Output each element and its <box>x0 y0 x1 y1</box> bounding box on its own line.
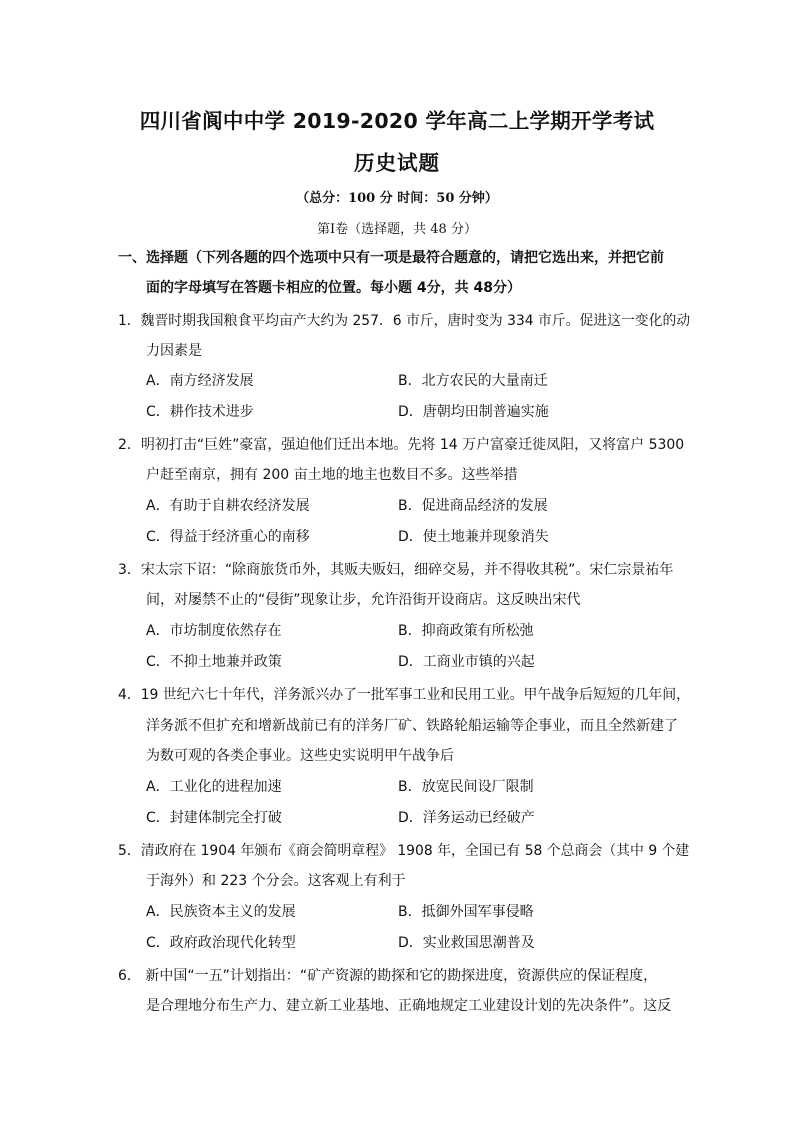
question-text: 户赶至南京，拥有 200 亩土地的地主也数目不多。这些举措 <box>146 467 518 483</box>
option-d: D．洋务运动已经破产 <box>398 810 535 826</box>
option-d: D．唐朝均田制普遍实施 <box>398 404 549 420</box>
volume-heading: 第Ⅰ卷（选择题，共 48 分） <box>317 222 477 237</box>
option-b: B．放宽民间设厂限制 <box>398 779 534 795</box>
option-c: C．不抑土地兼并政策 <box>146 654 282 670</box>
subject-title: 历史试题 <box>354 151 440 175</box>
question-text: 3．宋太宗下诏：“除商旅货币外，其贩夫贩妇，细碎交易，并不得收其税”。宋仁宗景祐年 <box>118 562 674 578</box>
question-text: 1．魏晋时期我国粮食平均亩产大约为 257．6 市斤，唐时变为 334 市斤。促进这一变化的动 <box>118 313 691 329</box>
option-d: D．实业救国思潮普及 <box>398 935 535 951</box>
option-a: A．工业化的进程加速 <box>146 779 282 795</box>
question-text: 于海外）和 223 个分会。这客观上有利于 <box>146 873 406 889</box>
option-a: A．市坊制度依然存在 <box>146 623 282 639</box>
question-text: 为数可观的各类企事业。这些史实说明甲午战争后 <box>146 748 454 764</box>
question-text: 洋务派不但扩充和增新战前已有的洋务厂矿、铁路轮船运输等企事业，而且全然新建了 <box>146 718 678 734</box>
option-c: C．政府政治现代化转型 <box>146 935 296 951</box>
question-text: 是合理地分布生产力、建立新工业基地、正确地规定工业建设计划的先决条件”。这反 <box>146 998 672 1014</box>
option-d: D．工商业市镇的兴起 <box>398 654 535 670</box>
question-text: 2．明初打击“巨姓”豪富，强迫他们迁出本地。先将 14 万户富豪迁徙凤阳，又将富户 5300 <box>118 437 685 453</box>
option-a: A．有助于自耕农经济发展 <box>146 498 310 514</box>
option-b: B．北方农民的大量南迁 <box>398 373 548 389</box>
option-c: C．得益于经济重心的南移 <box>146 529 310 545</box>
question-text: 4．19 世纪六七十年代，洋务派兴办了一批军事工业和民用工业。甲午战争后短短的几年间， <box>118 687 690 703</box>
question-text: 间，对屡禁不止的“侵街”现象让步，允许沿街开设商店。这反映出宋代 <box>146 592 581 608</box>
question-text: 力因素是 <box>146 343 202 359</box>
option-a: A．民族资本主义的发展 <box>146 904 296 920</box>
option-a: A．南方经济发展 <box>146 373 254 389</box>
section-instruction-line-2: 面的字母填写在答题卡相应的位置。每小题 4分，共 48分） <box>146 280 521 296</box>
option-c: C．封建体制完全打破 <box>146 810 282 826</box>
option-b: B．抵御外国军事侵略 <box>398 904 534 920</box>
question-text: 6． 新中国“一五”计划指出：“矿产资源的勘探和它的勘探进度，资源供应的保证程度， <box>118 968 658 984</box>
section-instruction-line-1: 一、选择题（下列各题的四个选项中只有一项是最符合题意的，请把它选出来，并把它前 <box>118 250 664 266</box>
question-text: 5．清政府在 1904 年颁布《商会简明章程》 1908 年，全国已有 58 个总商会（其中 9 个建 <box>118 843 690 859</box>
exam-meta: （总分：100 分 时间：50 分钟） <box>296 191 498 206</box>
option-b: B．促进商品经济的发展 <box>398 498 548 514</box>
option-b: B．抑商政策有所松弛 <box>398 623 534 639</box>
option-d: D．使土地兼并现象消失 <box>398 529 549 545</box>
option-c: C．耕作技术进步 <box>146 404 254 420</box>
exam-title: 四川省阆中中学 2019-2020 学年高二上学期开学考试 <box>139 109 655 133</box>
